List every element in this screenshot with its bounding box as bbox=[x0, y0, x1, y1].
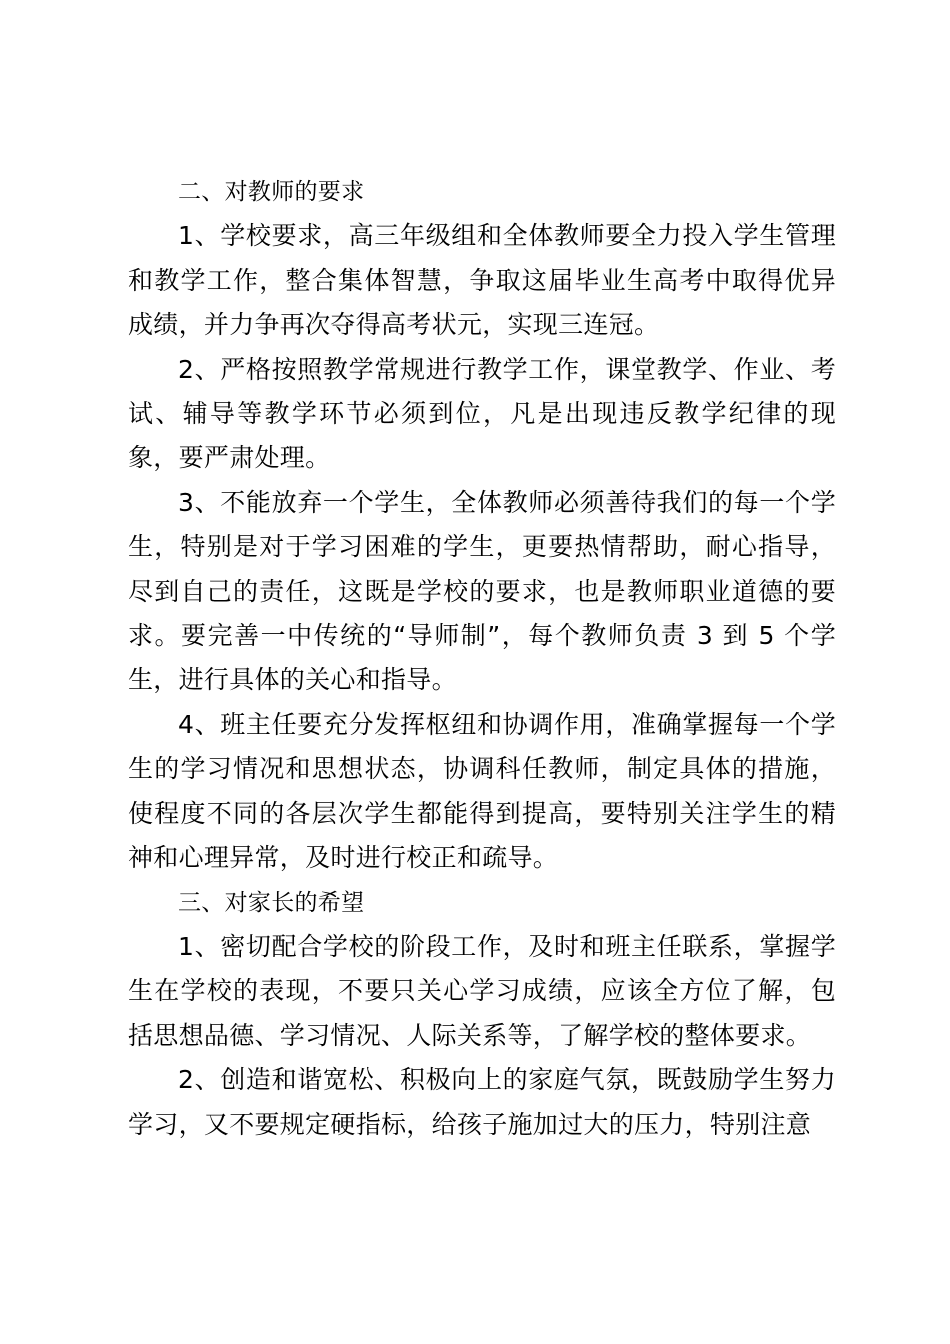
section-heading-parents: 三、对家长的希望 bbox=[178, 889, 365, 916]
document-body bbox=[128, 170, 836, 1147]
paragraph-parents-1: 1、密切配合学校的阶段工作，及时和班主任联系，掌握学生在学校的表现，不要只关心学习成绩，应该全方位了解，包括思想品德、学习情况、人际关系等，了解学校的整体要求。 bbox=[128, 931, 836, 1050]
paragraph-teachers-1: 1、学校要求，高三年级组和全体教师要全力投入学生管理和教学工作，整合集体智慧，争取这届毕业生高考中取得优异成绩，并力争再次夺得高考状元，实现三连冠。 bbox=[128, 221, 836, 340]
paragraph-teachers-4: 4、班主任要充分发挥枢纽和协调作用，准确掌握每一个学生的学习情况和思想状态，协调科任教师，制定具体的措施，使程度不同的各层次学生都能得到提高，要特别关注学生的精神和心理异常，及时进行校正和疏导。 bbox=[128, 709, 836, 873]
paragraph-teachers-2: 2、严格按照教学常规进行教学工作，课堂教学、作业、考试、辅导等教学环节必须到位，凡是出现违反教学纪律的现象，要严肃处理。 bbox=[128, 354, 836, 473]
paragraph-teachers-3: 3、不能放弃一个学生，全体教师必须善待我们的每一个学生，特别是对于学习困难的学生，更要热情帮助，耐心指导，尽到自己的责任，这既是学校的要求，也是教师职业道德的要求。要完善一中传统的“导师制”，每个教师负责 3 到 5 个学生，进行具体的关心和指导。 bbox=[128, 487, 836, 695]
paragraph-parents-2: 2、创造和谐宽松、积极向上的家庭气氛，既鼓励学生努力学习，又不要规定硬指标，给孩子施加过大的压力，特别注意 bbox=[128, 1065, 836, 1139]
section-heading-teachers: 二、对教师的要求 bbox=[178, 179, 365, 205]
